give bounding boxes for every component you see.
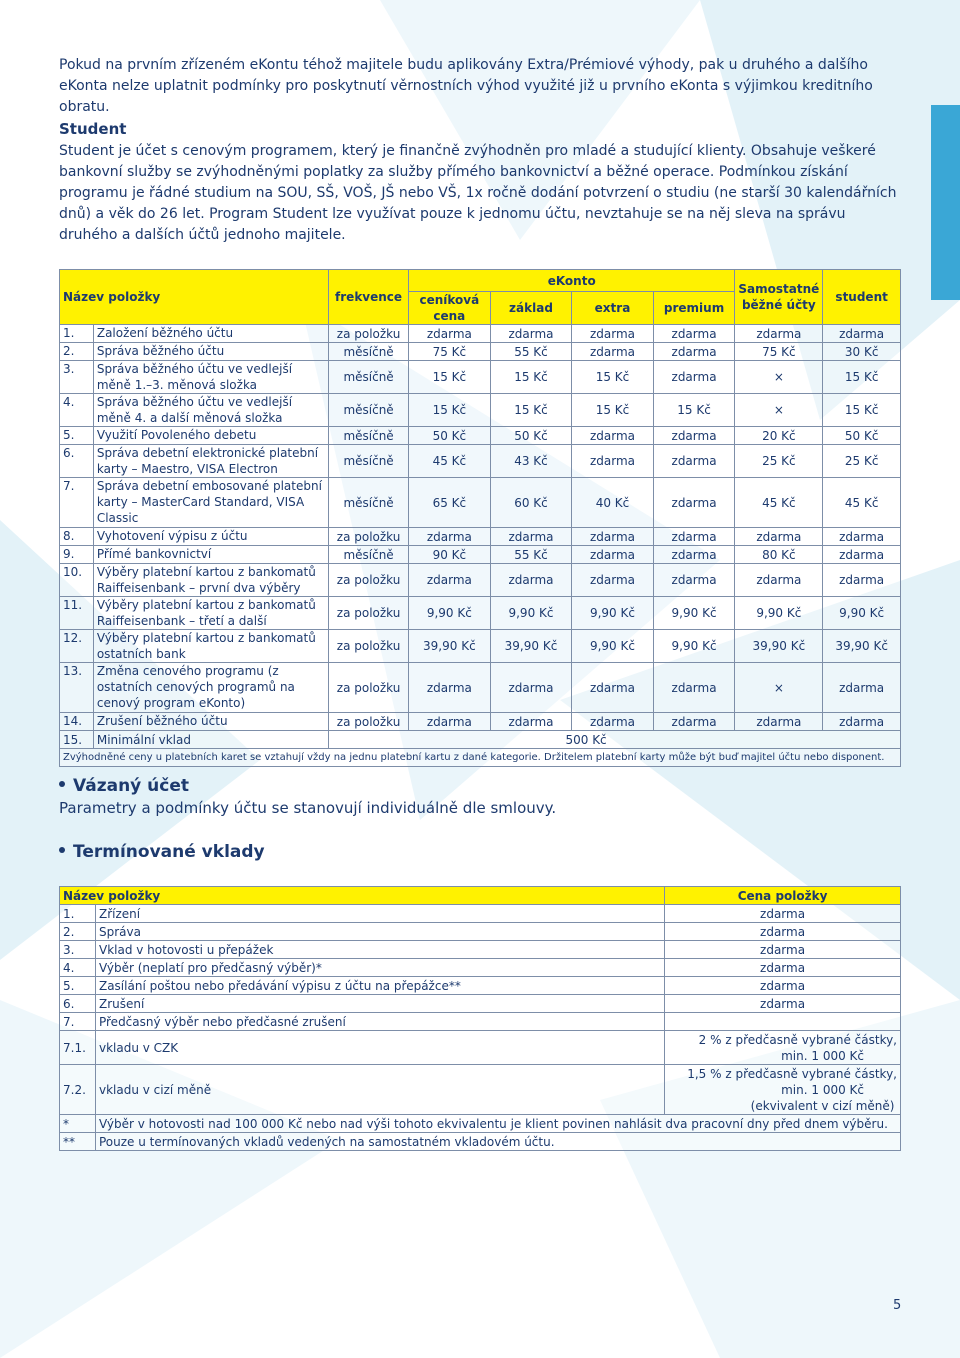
row-number: 1. (60, 325, 94, 343)
row-frequency: za položku (329, 713, 409, 731)
header-extra: extra (572, 292, 653, 325)
row-price: zdarma (665, 923, 901, 941)
price-cell: 25 Kč (823, 445, 901, 478)
row-frequency: měsíčně (329, 445, 409, 478)
table-row (60, 959, 901, 977)
row-number: 8. (60, 528, 94, 546)
price-cell: zdarma (653, 546, 735, 564)
row-number: 5. (60, 977, 96, 995)
price-cell: 30 Kč (823, 343, 901, 361)
row-name: Zasílání poštou nebo předávání výpisu z účtu na přepážce** (95, 977, 664, 995)
row-number: 1. (60, 905, 96, 923)
price-cell: zdarma (572, 343, 653, 361)
price-cell: zdarma (490, 713, 572, 731)
student-text-2: Podmínkou získání programu je řádné studium na SOU, SŠ, VOŠ, JŠ nebo VŠ, 1x ročně dodání potvrzení o studiu (ne starší 30 kalendářních dnů) a věk do 26 let. Program Student lze využívat pouze k jednomu účtu, nevztahuje se na něj sleva na správu druhého a dalších účtů jednoho majitele. (59, 164, 897, 243)
price-cell: 39,90 Kč (735, 630, 823, 663)
table-row (60, 478, 901, 528)
row-frequency: za položku (329, 528, 409, 546)
header-frequency: frekvence (329, 270, 409, 325)
price-cell: zdarma (653, 713, 735, 731)
note-text: Výběr v hotovosti nad 100 000 Kč nebo nad výši tohoto ekvivalentu je klient povinen nahlásit dva pracovní dny před dnem výběru. (95, 1115, 900, 1133)
table-row (60, 343, 901, 361)
row-number: 15. (60, 731, 94, 749)
table-row (60, 977, 901, 995)
row-name: Zrušení běžného účtu (93, 713, 328, 731)
row-name: Přímé bankovnictví (93, 546, 328, 564)
row-frequency: za položku (329, 630, 409, 663)
price-cell: zdarma (653, 427, 735, 445)
page-number: 5 (893, 1298, 902, 1313)
row-frequency: za položku (329, 663, 409, 713)
price-cell: 15 Kč (572, 394, 653, 427)
table-row (60, 713, 901, 731)
header-samostatne: Samostatné běžné účty (735, 270, 823, 325)
price-cell: zdarma (823, 713, 901, 731)
table-footnote: Zvýhodněné ceny u platebních karet se vztahují vždy na jednu platební kartu z dané kategorie. Držitelem platební karty může být buď majitel účtu nebo disponent. (60, 749, 901, 767)
table-row (60, 325, 901, 343)
row-name: Změna cenového programu (z ostatních cenových programů na cenový program eKonto) (93, 663, 328, 713)
row-name: Vklad v hotovosti u přepážek (95, 941, 664, 959)
row-number: 4. (60, 959, 96, 977)
row-price: zdarma (665, 959, 901, 977)
price-cell: zdarma (490, 564, 572, 597)
table-row (60, 731, 901, 749)
row-frequency: měsíčně (329, 546, 409, 564)
price-cell: zdarma (572, 713, 653, 731)
header-student: student (823, 270, 901, 325)
table-row (60, 361, 901, 394)
row-frequency: měsíčně (329, 361, 409, 394)
table-row (60, 597, 901, 630)
note-mark: ** (60, 1133, 96, 1151)
term-header-price: Cena položky (665, 887, 901, 905)
term-deposit-body (60, 905, 901, 1151)
table-note-row (60, 1115, 901, 1133)
price-cell: zdarma (653, 361, 735, 394)
table-row (60, 528, 901, 546)
table-row (60, 546, 901, 564)
table-row (60, 663, 901, 713)
row-price: zdarma (665, 941, 901, 959)
price-cell: 50 Kč (409, 427, 491, 445)
row-name: Zrušení (95, 995, 664, 1013)
price-cell: zdarma (735, 564, 823, 597)
price-cell: 15 Kč (490, 361, 572, 394)
price-cell: 20 Kč (735, 427, 823, 445)
row-number: 2. (60, 923, 96, 941)
price-cell: zdarma (409, 564, 491, 597)
row-name: vkladu v cizí měně (95, 1065, 664, 1115)
table-row (60, 941, 901, 959)
table-row (60, 445, 901, 478)
row-price: zdarma (665, 995, 901, 1013)
pricing-table (59, 269, 901, 767)
row-number: 7. (60, 478, 94, 528)
table-row (60, 564, 901, 597)
price-cell: zdarma (572, 663, 653, 713)
price-cell: 43 Kč (490, 445, 572, 478)
row-number: 7. (60, 1013, 96, 1031)
price-cell: 50 Kč (823, 427, 901, 445)
price-cell: 15 Kč (653, 394, 735, 427)
row-name: Zřízení (95, 905, 664, 923)
bullet-icon (59, 781, 65, 787)
price-cell: 9,90 Kč (653, 630, 735, 663)
price-line: (ekvivalent v cizí měně) (750, 1098, 895, 1113)
row-number: 2. (60, 343, 94, 361)
row-number: 3. (60, 361, 94, 394)
price-cell: 45 Kč (823, 478, 901, 528)
row-number: 6. (60, 445, 94, 478)
price-cell: zdarma (653, 663, 735, 713)
price-cell: zdarma (490, 325, 572, 343)
row-number: 6. (60, 995, 96, 1013)
row-name: Minimální vklad (93, 731, 328, 749)
table-row (60, 905, 901, 923)
price-cell: × (735, 394, 823, 427)
row-name: Výběry platební kartou z bankomatů Raiffeisenbank – třetí a další (93, 597, 328, 630)
price-cell: zdarma (409, 713, 491, 731)
price-cell: 9,90 Kč (572, 597, 653, 630)
price-cell: 45 Kč (409, 445, 491, 478)
row-name: Výběry platební kartou z bankomatů ostatních bank (93, 630, 328, 663)
price-cell: zdarma (735, 528, 823, 546)
note-text: Pouze u termínovaných vkladů vedených na samostatném vkladovém účtu. (95, 1133, 900, 1151)
table-row (60, 1065, 901, 1115)
price-cell: 39,90 Kč (823, 630, 901, 663)
price-cell: 55 Kč (490, 546, 572, 564)
price-cell: zdarma (823, 663, 901, 713)
table-footnote-row (60, 749, 901, 767)
price-cell: zdarma (572, 325, 653, 343)
row-number: 11. (60, 597, 94, 630)
price-cell: 9,90 Kč (409, 597, 491, 630)
row-number: 13. (60, 663, 94, 713)
price-line: 1,5 % z předčasně vybrané částky, (687, 1066, 897, 1081)
vazany-heading (59, 776, 189, 796)
price-cell: 39,90 Kč (490, 630, 572, 663)
price-cell: zdarma (572, 564, 653, 597)
student-paragraph (59, 141, 901, 246)
price-cell: 15 Kč (823, 394, 901, 427)
row-name: Správa běžného účtu ve vedlejší měně 1.–3. měnová složka (93, 361, 328, 394)
row-name: Vyhotovení výpisu z účtu (93, 528, 328, 546)
price-cell: 15 Kč (490, 394, 572, 427)
price-cell: 15 Kč (409, 394, 491, 427)
row-name: Využití Povoleného debetu (93, 427, 328, 445)
price-cell: zdarma (823, 564, 901, 597)
price-cell: zdarma (572, 445, 653, 478)
row-number: 9. (60, 546, 94, 564)
price-cell: zdarma (409, 663, 491, 713)
row-frequency: měsíčně (329, 427, 409, 445)
price-cell: zdarma (823, 546, 901, 564)
price-cell: × (735, 663, 823, 713)
term-header-name: Název položky (60, 887, 665, 905)
student-heading: Student (59, 120, 127, 138)
table-row (60, 427, 901, 445)
price-cell: zdarma (653, 325, 735, 343)
price-cell: zdarma (653, 478, 735, 528)
price-cell: 9,90 Kč (823, 597, 901, 630)
price-cell: 60 Kč (490, 478, 572, 528)
price-cell: zdarma (653, 343, 735, 361)
price-cell: 75 Kč (409, 343, 491, 361)
row-frequency: za položku (329, 597, 409, 630)
row-frequency: měsíčně (329, 394, 409, 427)
price-cell: 45 Kč (735, 478, 823, 528)
price-cell: zdarma (653, 528, 735, 546)
row-price (665, 1013, 901, 1031)
header-premium: premium (653, 292, 735, 325)
row-number: 3. (60, 941, 96, 959)
row-name: Výběr (neplatí pro předčasný výběr)* (95, 959, 664, 977)
price-cell: zdarma (823, 325, 901, 343)
price-cell: zdarma (490, 663, 572, 713)
price-cell: × (735, 361, 823, 394)
price-cell: 55 Kč (490, 343, 572, 361)
row-price: zdarma (665, 977, 901, 995)
row-name: Správa běžného účtu ve vedlejší měně 4. a další měnová složka (93, 394, 328, 427)
price-cell: zdarma (572, 546, 653, 564)
price-cell: 15 Kč (823, 361, 901, 394)
price-line: 2 % z předčasně vybrané částky, (698, 1032, 897, 1047)
row-name: Správa běžného účtu (93, 343, 328, 361)
table-row (60, 630, 901, 663)
minimum-deposit-value: 500 Kč (329, 731, 901, 749)
header-name: Název položky (60, 270, 329, 325)
row-number: 12. (60, 630, 94, 663)
header-zaklad: základ (490, 292, 572, 325)
row-price: zdarma (665, 905, 901, 923)
price-cell: 9,90 Kč (653, 597, 735, 630)
row-number: 5. (60, 427, 94, 445)
price-cell: 50 Kč (490, 427, 572, 445)
table-note-row (60, 1133, 901, 1151)
header-ekonto: eKonto (409, 270, 735, 292)
price-line: min. 1 000 Kč (781, 1082, 865, 1097)
price-cell: 90 Kč (409, 546, 491, 564)
row-name: Správa debetní elektronické platební karty – Maestro, VISA Electron (93, 445, 328, 478)
price-cell: 39,90 Kč (409, 630, 491, 663)
header-cenikova: ceníková cena (409, 292, 491, 325)
intro-paragraph: Pokud na prvním zřízeném eKontu téhož majitele budu aplikovány Extra/Prémiové výhody, pak u druhého a dalšího eKonta nelze uplatnit podmínky pro poskytnutí věrnostních výhod využité již u prvního eKonta s výjimkou kreditního obratu. (59, 57, 873, 115)
price-cell: zdarma (735, 713, 823, 731)
note-mark: * (60, 1115, 96, 1133)
row-name: Správa debetní embosované platební karty – MasterCard Standard, VISA Classic (93, 478, 328, 528)
price-cell: zdarma (653, 445, 735, 478)
table-row (60, 923, 901, 941)
student-text-1: Student je účet s cenovým programem, který je finančně zvýhodněn pro mladé a studující klienty. Obsahuje veškeré bankovní služby se zvýhodněnými poplatky za služby přímého bankovnictví a běžné operace. (59, 143, 876, 180)
table-row (60, 394, 901, 427)
price-cell: 40 Kč (572, 478, 653, 528)
price-cell: zdarma (823, 528, 901, 546)
price-cell: 80 Kč (735, 546, 823, 564)
table-row (60, 1031, 901, 1065)
row-frequency: za položku (329, 325, 409, 343)
vazany-heading-text: Vázaný účet (73, 776, 190, 796)
price-cell: zdarma (490, 528, 572, 546)
row-number: 14. (60, 713, 94, 731)
row-price (665, 1065, 901, 1115)
row-frequency: měsíčně (329, 343, 409, 361)
row-number: 4. (60, 394, 94, 427)
price-cell: zdarma (409, 325, 491, 343)
price-cell: 9,90 Kč (735, 597, 823, 630)
row-name: vkladu v CZK (95, 1031, 664, 1065)
price-cell: 25 Kč (735, 445, 823, 478)
price-cell: 15 Kč (409, 361, 491, 394)
row-name: Výběry platební kartou z bankomatů Raiffeisenbank – první dva výběry (93, 564, 328, 597)
row-frequency: za položku (329, 564, 409, 597)
bullet-icon (59, 847, 65, 853)
price-cell: 75 Kč (735, 343, 823, 361)
price-cell: zdarma (653, 564, 735, 597)
price-cell: 15 Kč (572, 361, 653, 394)
row-frequency: měsíčně (329, 478, 409, 528)
row-number: 10. (60, 564, 94, 597)
price-cell: zdarma (572, 528, 653, 546)
row-number: 7.1. (60, 1031, 96, 1065)
price-cell: zdarma (735, 325, 823, 343)
row-number: 7.2. (60, 1065, 96, 1115)
vazany-paragraph: Parametry a podmínky účtu se stanovují individuálně dle smlouvy. (59, 799, 557, 817)
terminovane-heading-text: Termínované vklady (73, 842, 265, 862)
price-cell: 9,90 Kč (572, 630, 653, 663)
price-line: min. 1 000 Kč (781, 1048, 865, 1063)
row-name: Založení běžného účtu (93, 325, 328, 343)
pricing-table-body (60, 325, 901, 767)
row-name: Předčasný výběr nebo předčasné zrušení (95, 1013, 664, 1031)
price-cell: 65 Kč (409, 478, 491, 528)
row-name: Správa (95, 923, 664, 941)
terminovane-heading (59, 842, 265, 862)
row-price (665, 1031, 901, 1065)
price-cell: zdarma (409, 528, 491, 546)
table-row (60, 995, 901, 1013)
table-row (60, 1013, 901, 1031)
price-cell: zdarma (572, 427, 653, 445)
term-deposit-table (59, 886, 901, 1151)
price-cell: 9,90 Kč (490, 597, 572, 630)
